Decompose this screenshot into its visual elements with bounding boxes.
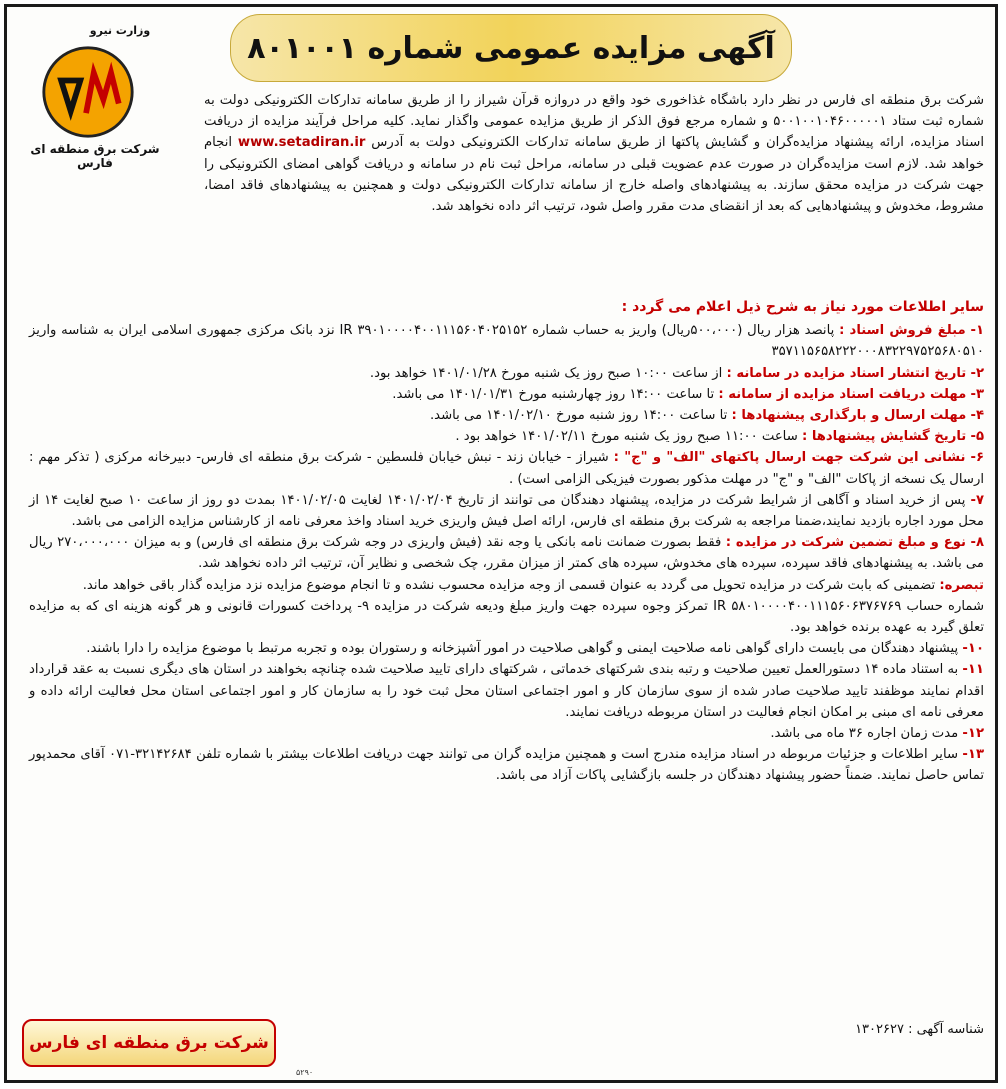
- list-item: [29, 405, 984, 426]
- item-number: ۲-: [970, 365, 984, 381]
- intro-text-1: شرکت برق منطقه ای فارس در نظر دارد باشگاه غذاخوری خود واقع در دروازه قرآن شیراز را از طریق سامانه تدارکات الکترونیکی دولت به شماره ثبت ستاد ۵۰۰۱۰۰۱۰۴۶۰۰۰۰۰۱ و شماره مرجع فوق الذکر از طریق مزایده عمومی واگذار نماید. کلیه مراحل فرآیند مزایده از دریافت اسناد مزایده، ارائه پیشنهاد مزایده‌گران و گشایش پاکتها از طریق سامانه تدارکات الکترونیکی دولت به آدرس: [204, 93, 984, 151]
- list-item: [29, 723, 984, 744]
- list-item: [29, 532, 984, 574]
- item-text: شماره حساب ۵۸۰۱۰۰۰۰۴۰۰۱۱۱۵۶۰۶۳۷۶۷۶۹ IR تمرکز وجوه سپرده جهت واریز مبلغ ودیعه شرکت در مزایده ۹- پرداخت کسورات قانونی و هر گونه هزینه ای که به مزایده تعلق گیرد به عهده برنده خواهد بود.: [29, 598, 985, 636]
- item-number: ۵-: [970, 429, 984, 445]
- item-text: پس از خرید اسناد و آگاهی از شرایط شرکت در مزایده، پیشنهاد دهندگان می توانند از تاریخ ۱۴۰۱/۰۲/۰۴ لغایت ۱۴۰۱/۰۲/۰۵ بمدت دو روز از ساعت ۱۰ صبح لغایت ۱۴ از محل مورد اجاره بازدید نمایند،ضمنا مراجعه به شرکت برق منطقه ای فارس، ارائه اصل فیش واریزی خرید اسناد واخذ معرفی نامه از کارشناس مزایده الزامی می باشد.: [29, 492, 984, 530]
- item-text: فقط بصورت ضمانت نامه بانکی یا وجه نقد (فیش واریزی در وجه شرکت برق منطقه ای فارس) و به میزان ۲۷۰،۰۰۰،۰۰۰ ریال می باشد. به پیشنهادهای فاقد سپرده، سپرده های مخدوش، سپرده های کمتر از میزان مقرر، چک شخصی و نظایر آن، ترتیب اثر داده نخواهد شد.: [29, 535, 984, 572]
- item-text: پانصد هزار ریال (۵۰۰،۰۰۰ریال) واریز به حساب شماره ۳۹۰۱۰۰۰۰۴۰۰۱۱۱۵۶۰۴۰۲۵۱۵۲ IR نزد بانک مرکزی جمهوری اسلامی ایران به شناسه واریز ۳۵۷۱۱۵۶۵۸۲۲۲۰۰۰۸۳۲۲۹۷۵۲۵۶۸۰۵۱۰: [29, 323, 984, 360]
- intro-text-2: انجام خواهد شد. لازم است مزایده‌گران در صورت عدم عضویت قبلی در سامانه، مراحل ثبت نام در سامانه و دریافت گواهی امضای الکترونیکی را جهت شرکت در مزایده محقق سازند. به پیشنهادهای واصله خارج از سامانه تدارکات الکترونیکی دولت و همچنین به پیشنهادهای فاقد امضا، مشروط، مخدوش و پیشنهادهایی که بعد از انقضای مدت مقرر واصل شود، ترتیب اثر داده نخواهد شد.: [204, 135, 984, 215]
- item-number: ۱۲-: [962, 726, 984, 742]
- item-text: به استناد ماده ۱۴ دستورالعمل تعیین صلاحیت و رتبه بندی شرکتهای خدماتی ، شرکتهای دارای تایید صلاحیت شده چنانچه بخواهند در استان های دیگری نسبت به عقد قرارداد اقدام نمایند موظفند تایید صلاحیت صادر شده از سوی سازمان کار و امور اجتماعی استان محل ثبت خود را به سازمان کار و امور اجتماعی استان محل فعالیت ارائه داده و معرفی نامه ای مبنی بر امکان انجام فعالیت در استان مربوطه دریافت نمایند.: [29, 662, 984, 720]
- ad-code: شناسه آگهی : ۱۳۰۲۶۲۷: [855, 1022, 984, 1037]
- item-label: مهلت دریافت اسناد مزایده از سامانه :: [718, 386, 967, 402]
- item-text: تضمینی که بابت شرکت در مزایده تحویل می گردد به عنوان قسمی از وجه مزایده محسوب نشده و تا انجام موضوع مزایده نزد مزایده گذار باقی خواهد ماند.: [82, 577, 936, 593]
- footer-company-name: شرکت برق منطقه ای فارس: [29, 1033, 269, 1053]
- item-text: مدت زمان اجاره ۳۶ ماه می باشد.: [770, 726, 959, 742]
- item-label: نوع و مبلغ تضمین شرکت در مزایده :: [725, 535, 966, 551]
- list-item: [29, 490, 984, 532]
- list-item: [29, 596, 984, 638]
- list-item: [29, 744, 984, 786]
- list-item: [29, 575, 984, 596]
- item-number: ۱۳-: [962, 747, 984, 763]
- setad-link[interactable]: www.setadiran.ir: [237, 135, 366, 151]
- list-item: [29, 320, 984, 362]
- list-item: [29, 363, 984, 384]
- item-label: مهلت ارسال و بارگذاری پیشنهادها :: [731, 408, 967, 424]
- footer-company-box: [22, 1019, 276, 1067]
- item-number: ۱۰-: [962, 641, 984, 657]
- item-label: مبلغ فروش اسناد :: [839, 323, 966, 339]
- title-banner: [230, 14, 792, 82]
- item-number: ۷-: [970, 492, 984, 508]
- intro-paragraph: [204, 90, 984, 217]
- item-label: تاریخ انتشار اسناد مزایده در سامانه :: [726, 365, 967, 381]
- list-item: [29, 447, 984, 489]
- list-item: [29, 384, 984, 405]
- item-text: سایر اطلاعات و جزئیات مربوطه در اسناد مزایده مندرج است و همچنین مزایده گران می توانند جهت دریافت اطلاعات بیشتر با شماره تلفن ۳۲۱۴۲۶۸۴-۰۷۱ آقای محمدپور تماس حاصل نمایند. ضمناً حضور پیشنهاد دهندگان در جلسه بازگشایی پاکات آزاد می باشد.: [29, 747, 984, 784]
- item-text: تا ساعت ۱۴:۰۰ روز چهارشنبه مورخ ۱۴۰۱/۰۱/۳۱ می باشد.: [392, 386, 715, 402]
- items-list: [29, 320, 984, 786]
- company-logo-icon: [40, 44, 136, 140]
- list-item: [29, 638, 984, 659]
- item-number: ۱۱-: [962, 662, 984, 678]
- item-number: ۸-: [970, 535, 985, 551]
- footnote-number: ۵۲۹۰: [296, 1068, 314, 1077]
- item-label: نشانی این شرکت جهت ارسال پاکتهای "الف" و "ج" :: [613, 450, 966, 466]
- notice-body: [204, 90, 984, 217]
- item-text: از ساعت ۱۰:۰۰ صبح روز یک شنبه مورخ ۱۴۰۱/۰۱/۲۸ خواهد بود.: [369, 365, 723, 381]
- ministry-label: وزارت نیرو: [89, 24, 151, 37]
- list-item: [29, 426, 984, 447]
- item-text: ساعت ۱۱:۰۰ صبح روز یک شنبه مورخ ۱۴۰۱/۰۲/۱۱ خواهد بود .: [455, 429, 798, 445]
- notice-title: آگهی مزایده عمومی شماره ۸۰۱۰۰۱: [247, 30, 775, 66]
- item-number: ۱-: [970, 323, 985, 339]
- list-item: [29, 659, 984, 723]
- details-block: [29, 295, 984, 787]
- section-heading: سایر اطلاعات مورد نیاز به شرح ذیل اعلام می گردد :: [621, 299, 984, 315]
- item-number: ۴-: [970, 408, 984, 424]
- company-caption: شرکت برق منطقه ای فارس: [30, 142, 160, 170]
- item-text: پیشنهاد دهندگان می بایست دارای گواهی نامه صلاحیت ایمنی و گواهی صلاحیت در امور آشپزخانه و رستوران بوده و تجربه مرتبط با موضوع مزایده را دارا باشند.: [86, 641, 959, 657]
- item-label: تبصره:: [939, 577, 984, 593]
- item-text: شیراز - خیابان زند - نبش خیابان فلسطین - شرکت برق منطقه ای فارس- دبیرخانه مرکزی ( تذکر مهم : ارسال یک نسخه از پاکات "الف" و "ج" در مهلت مذکور بصورت فیزیکی الزامی است) .: [29, 450, 984, 487]
- item-text: تا ساعت ۱۴:۰۰ روز شنبه مورخ ۱۴۰۱/۰۲/۱۰ می باشد.: [429, 408, 728, 424]
- item-number: ۶-: [970, 450, 984, 466]
- item-label: تاریخ گشایش پیشنهادها :: [801, 429, 967, 445]
- item-number: ۳-: [970, 386, 984, 402]
